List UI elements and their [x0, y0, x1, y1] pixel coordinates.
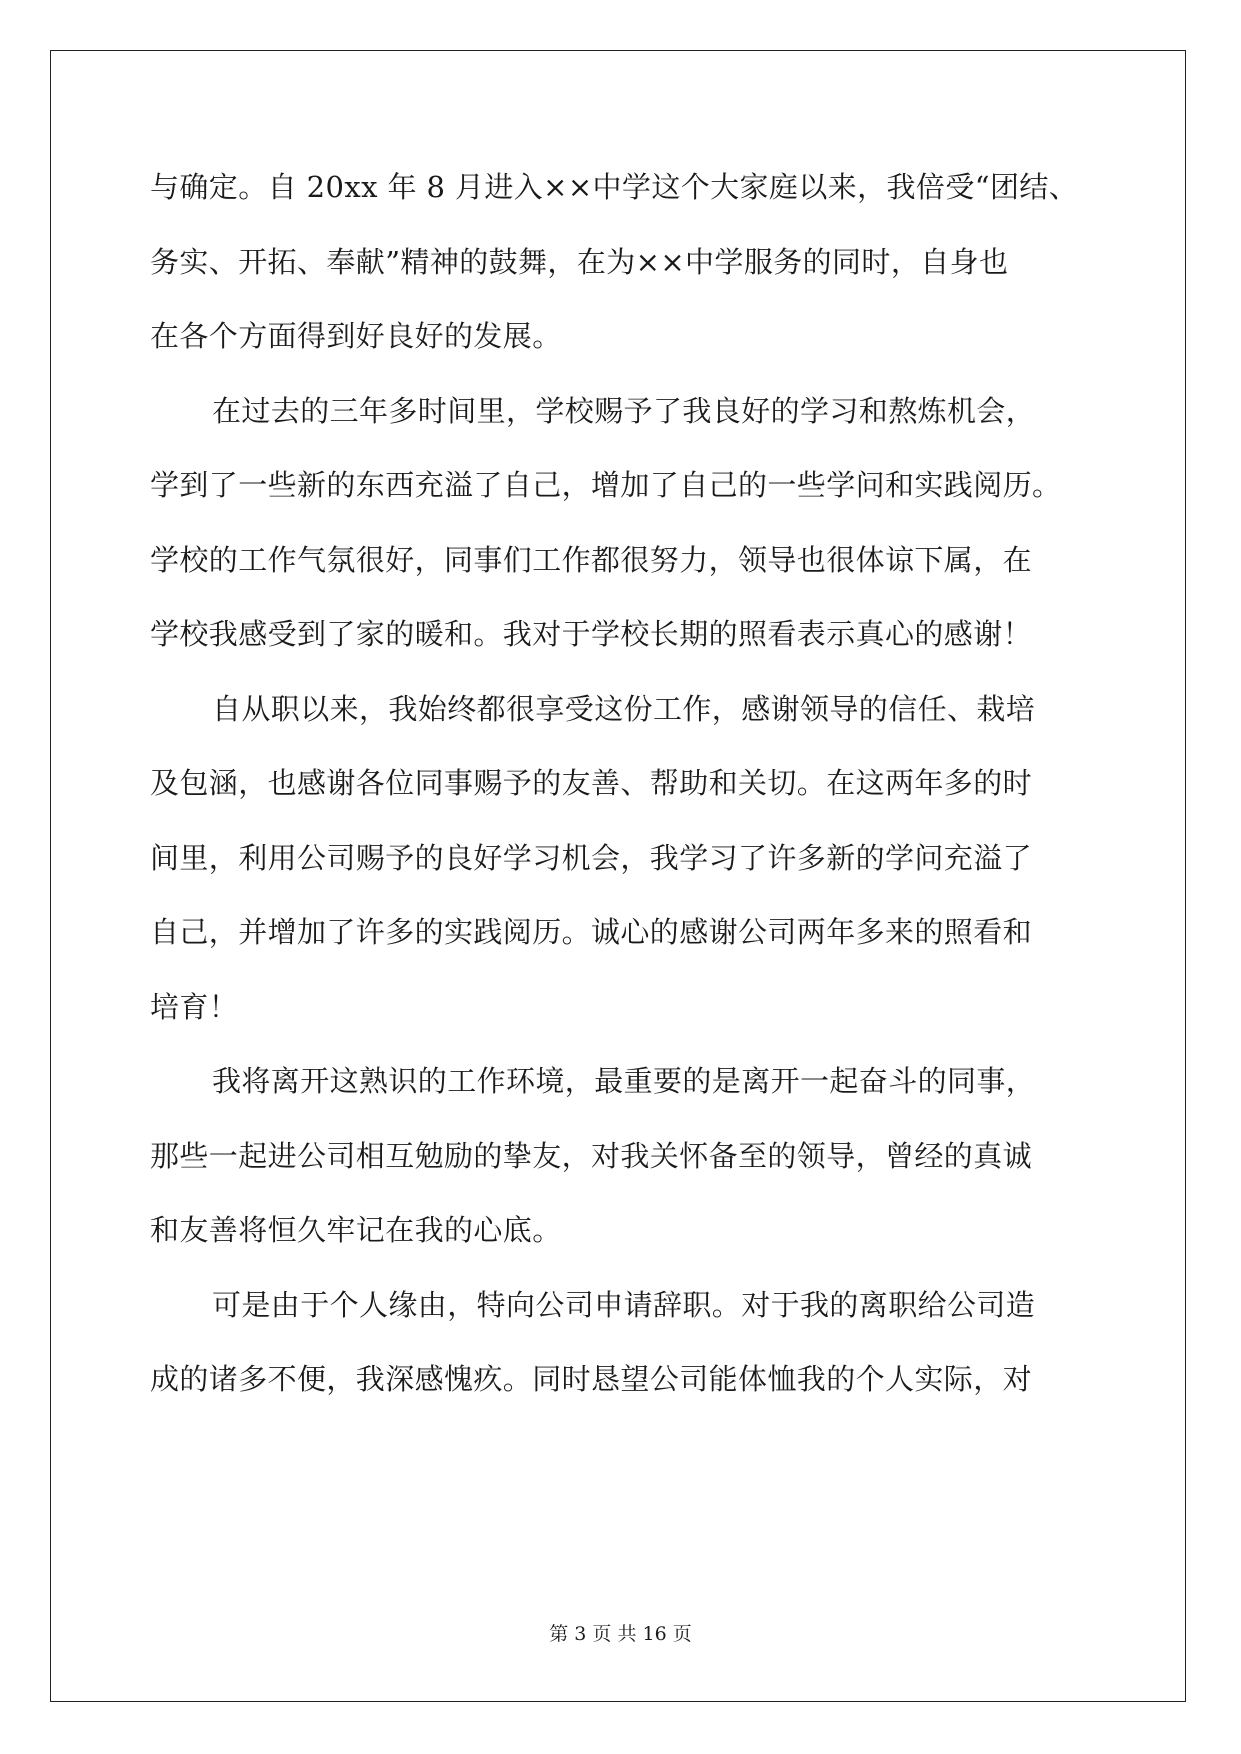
text-line: 和友善将恒久牢记在我的心底。 — [150, 1213, 562, 1247]
text-line: 成的诸多不便，我深感愧疚。同时恳望公司能体恤我的个人实际，对 — [150, 1362, 1033, 1396]
text-line: 间里，利用公司赐予的良好学习机会，我学习了许多新的学问充溢了 — [150, 840, 1033, 875]
text-line: 学校我感受到了家的暖和。我对于学校长期的照看表示真心的感谢！ — [150, 617, 1033, 651]
text-line: 及包涵，也感谢各位同事赐予的友善、帮助和关切。在这两年多的时 — [150, 766, 1033, 800]
text-line: 学到了一些新的东西充溢了自己，增加了自己的一些学问和实践阅历。 — [150, 468, 1062, 502]
paragraph-first-line: 在过去的三年多时间里，学校赐予了我良好的学习和熬炼机会， — [212, 393, 1036, 428]
text-line: 培育！ — [150, 989, 239, 1024]
paragraph-first-line: 可是由于个人缘由，特向公司申请辞职。对于我的离职给公司造 — [212, 1287, 1036, 1322]
document-body — [150, 150, 1090, 1417]
text-line: 学校的工作气氛很好，同事们工作都很努力，领导也很体谅下属，在 — [150, 542, 1033, 577]
paragraph-first-line: 我将离开这熟识的工作环境，最重要的是离开一起奋斗的同事， — [212, 1064, 1036, 1098]
paragraph-first-line: 自从职以来，我始终都很享受这份工作，感谢领导的信任、栽培 — [212, 691, 1036, 726]
text-line: 在各个方面得到好良好的发展。 — [150, 319, 562, 353]
text-line: 那些一起进公司相互勉励的挚友，对我关怀备至的领导，曾经的真诚 — [150, 1138, 1033, 1173]
text-line: 务实、开拓、奉献”精神的鼓舞，在为××中学服务的同时，自身也 — [150, 244, 1009, 279]
text-line: 自己，并增加了许多的实践阅历。诚心的感谢公司两年多来的照看和 — [150, 915, 1033, 949]
page-number: 第 3 页 共 16 页 — [549, 1623, 692, 1645]
text-line: 与确定。自 20xx 年 8 月进入××中学这个大家庭以来，我倍受“团结、 — [150, 170, 1079, 204]
